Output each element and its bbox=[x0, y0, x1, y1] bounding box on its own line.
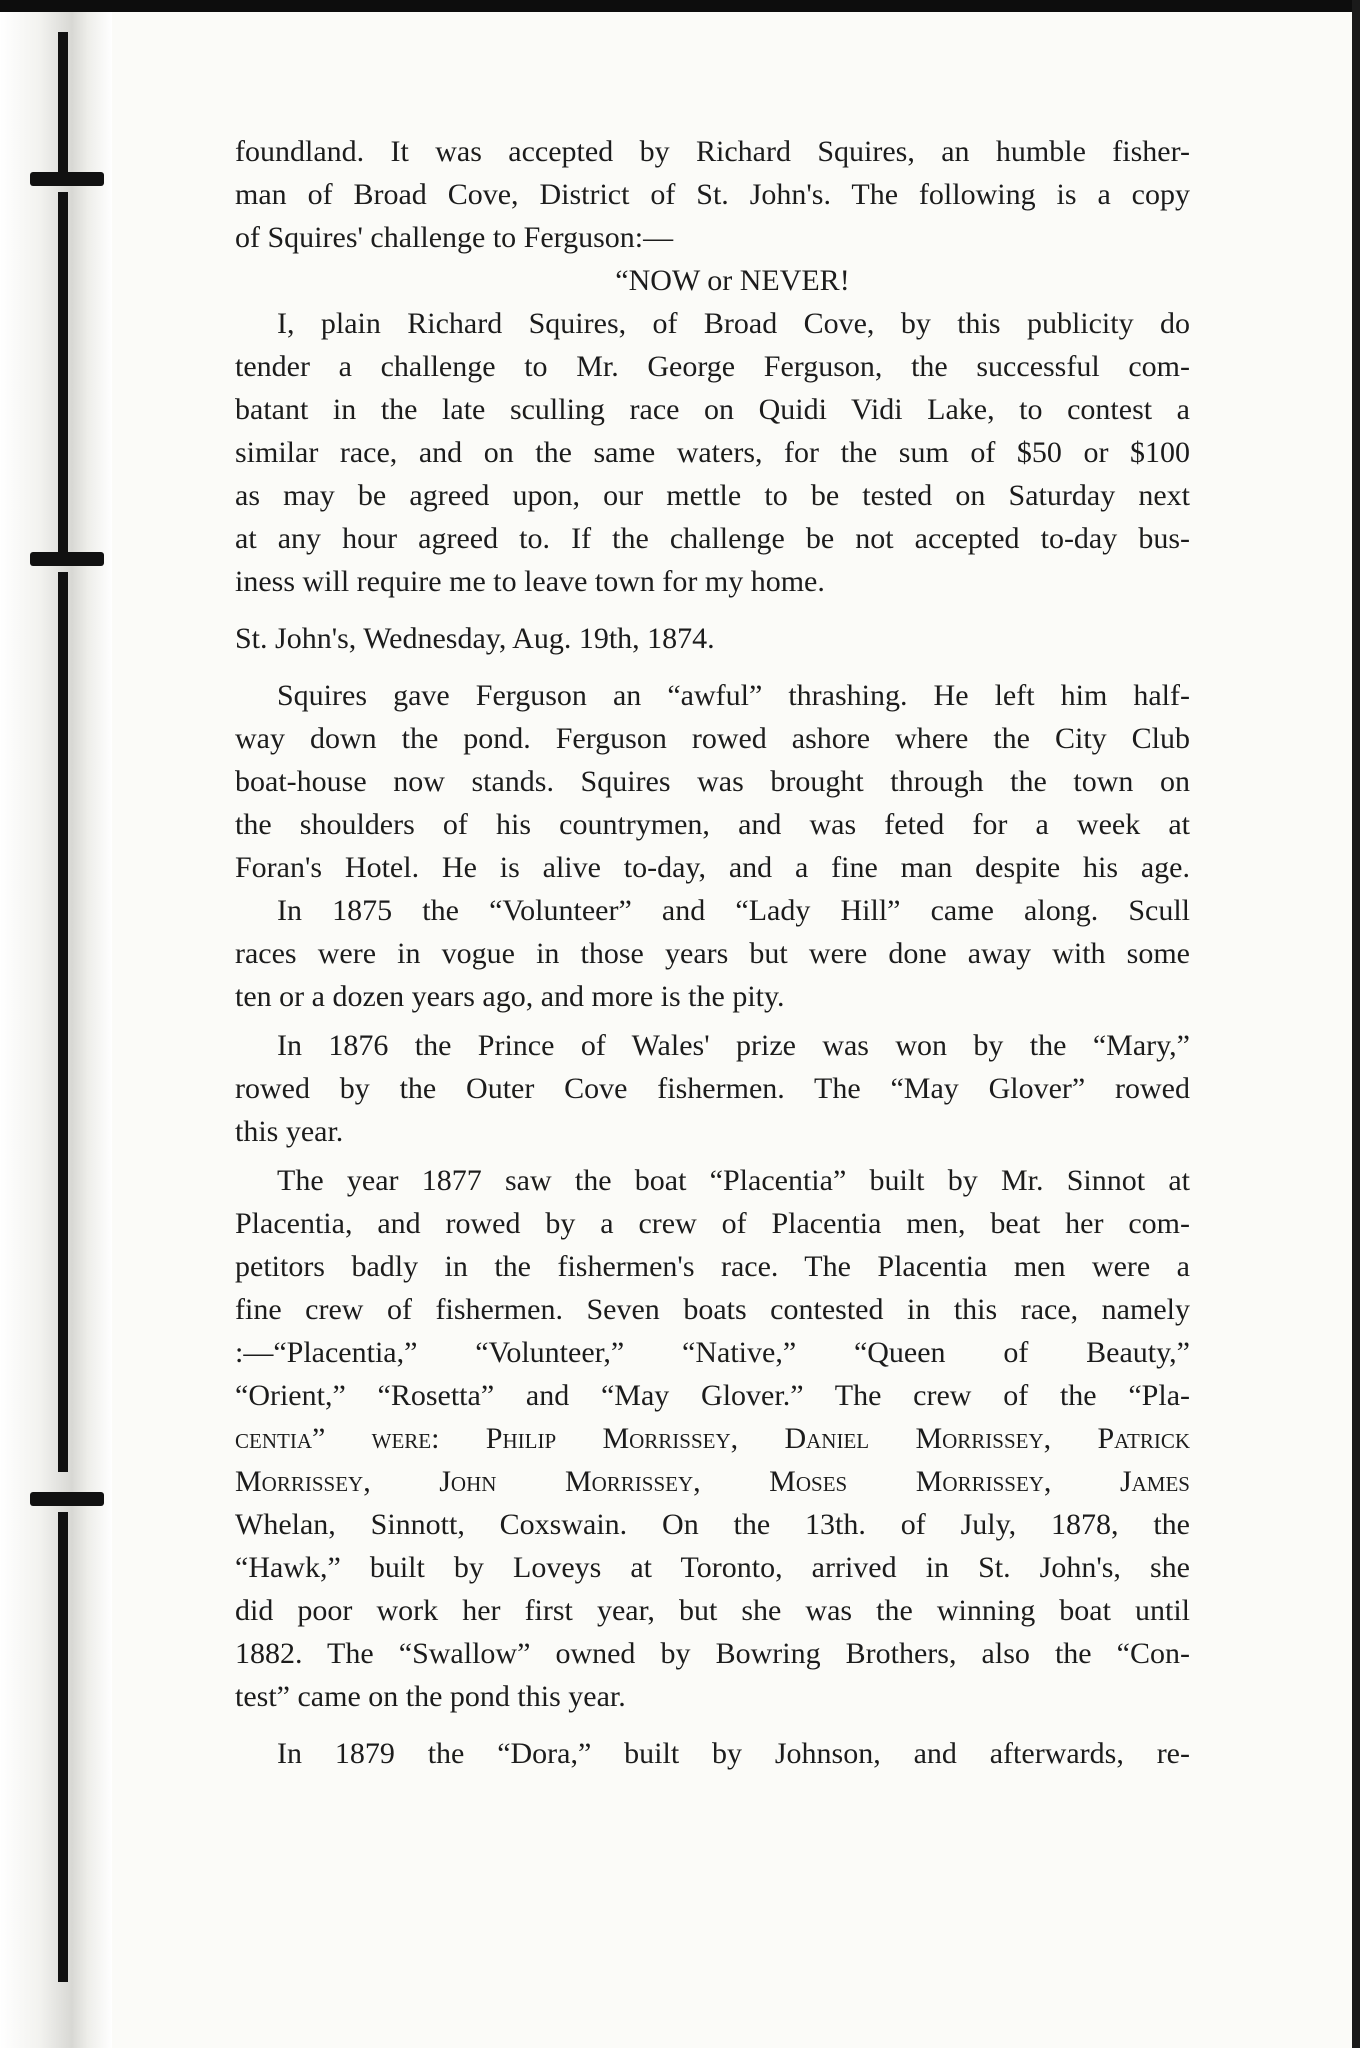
text-line: “Orient,” “Rosetta” and “May Glover.” The crew of the “Pla- bbox=[235, 1379, 1190, 1412]
text-line: man of Broad Cove, District of St. John's. The following is a copy bbox=[235, 178, 1190, 211]
text-line: In 1875 the “Volunteer” and “Lady Hill” came along. Scull bbox=[277, 894, 1190, 927]
text-line: foundland. It was accepted by Richard Squires, an humble fisher- bbox=[235, 135, 1190, 168]
paragraph-squires bbox=[235, 674, 1190, 889]
text-line: centia” were: Philip Morrissey, Daniel Morrissey, Patrick bbox=[235, 1422, 1190, 1455]
text-line: fine crew of fishermen. Seven boats contested in this race, namely bbox=[235, 1293, 1190, 1326]
text-line: tender a challenge to Mr. George Ferguson, the successful com- bbox=[235, 350, 1190, 383]
text-line: Foran's Hotel. He is alive to-day, and a fine man despite his age. bbox=[235, 851, 1190, 884]
paragraph-1876 bbox=[235, 1024, 1190, 1153]
binding-thread bbox=[58, 572, 68, 1472]
text-line: iness will require me to leave town for my home. bbox=[235, 565, 825, 598]
text-line: batant in the late sculling race on Quidi Vidi Lake, to contest a bbox=[235, 393, 1190, 426]
page-text bbox=[235, 130, 1190, 1775]
text-line: :—“Placentia,” “Volunteer,” “Native,” “Queen of Beauty,” bbox=[235, 1336, 1190, 1369]
text-line: boat-house now stands. Squires was brought through the town on bbox=[235, 765, 1190, 798]
text-line: test” came on the pond this year. bbox=[235, 1680, 626, 1713]
binding-thread bbox=[58, 32, 68, 172]
text-line: ten or a dozen years ago, and more is the pity. bbox=[235, 980, 785, 1013]
paragraph-1879 bbox=[235, 1732, 1190, 1775]
scan-right-border bbox=[1352, 0, 1360, 2048]
scan-top-border bbox=[0, 0, 1360, 12]
text-line: the shoulders of his countrymen, and was feted for a week at bbox=[235, 808, 1190, 841]
challenge-heading: “NOW or NEVER! bbox=[615, 264, 850, 297]
binding-stitch bbox=[30, 172, 104, 186]
book-binding bbox=[0, 12, 112, 2048]
text-line: petitors badly in the fishermen's race. The Placentia men were a bbox=[235, 1250, 1190, 1283]
text-line: as may be agreed upon, our mettle to be tested on Saturday next bbox=[235, 479, 1190, 512]
binding-stitch bbox=[30, 1492, 104, 1506]
text-line: this year. bbox=[235, 1115, 344, 1148]
text-line: Morrissey, John Morrissey, Moses Morrissey, James bbox=[235, 1465, 1190, 1498]
text-line: races were in vogue in those years but were done away with some bbox=[235, 937, 1190, 970]
text-line: In 1879 the “Dora,” built by Johnson, and afterwards, re- bbox=[277, 1737, 1190, 1770]
text-line: 1882. The “Swallow” owned by Bowring Brothers, also the “Con- bbox=[235, 1637, 1190, 1670]
text-line: way down the pond. Ferguson rowed ashore where the City Club bbox=[235, 722, 1190, 755]
opening-paragraph bbox=[235, 130, 1190, 259]
challenge-date: St. John's, Wednesday, Aug. 19th, 1874. bbox=[235, 622, 715, 655]
binding-stitch bbox=[30, 552, 104, 566]
text-line: at any hour agreed to. If the challenge be not accepted to-day bus- bbox=[235, 522, 1190, 555]
text-line: Squires gave Ferguson an “awful” thrashing. He left him half- bbox=[277, 679, 1190, 712]
text-line: In 1876 the Prince of Wales' prize was won by the “Mary,” bbox=[277, 1029, 1190, 1062]
text-line: The year 1877 saw the boat “Placentia” built by Mr. Sinnot at bbox=[277, 1164, 1190, 1197]
text-line: “Hawk,” built by Loveys at Toronto, arrived in St. John's, she bbox=[235, 1551, 1190, 1584]
paragraph-1875 bbox=[235, 889, 1190, 1018]
text-line: Whelan, Sinnott, Coxswain. On the 13th. of July, 1878, the bbox=[235, 1508, 1190, 1541]
paragraph-1877 bbox=[235, 1159, 1190, 1718]
text-line: similar race, and on the same waters, for the sum of $50 or $100 bbox=[235, 436, 1190, 469]
text-line: rowed by the Outer Cove fishermen. The “May Glover” rowed bbox=[235, 1072, 1190, 1105]
text-line: I, plain Richard Squires, of Broad Cove, by this publicity do bbox=[277, 307, 1190, 340]
challenge-text bbox=[235, 302, 1190, 603]
binding-thread bbox=[58, 192, 68, 552]
binding-thread bbox=[58, 1512, 68, 1982]
text-line: Placentia, and rowed by a crew of Placentia men, beat her com- bbox=[235, 1207, 1190, 1240]
text-line: did poor work her first year, but she was the winning boat until bbox=[235, 1594, 1190, 1627]
text-line: of Squires' challenge to Ferguson:— bbox=[235, 221, 674, 254]
